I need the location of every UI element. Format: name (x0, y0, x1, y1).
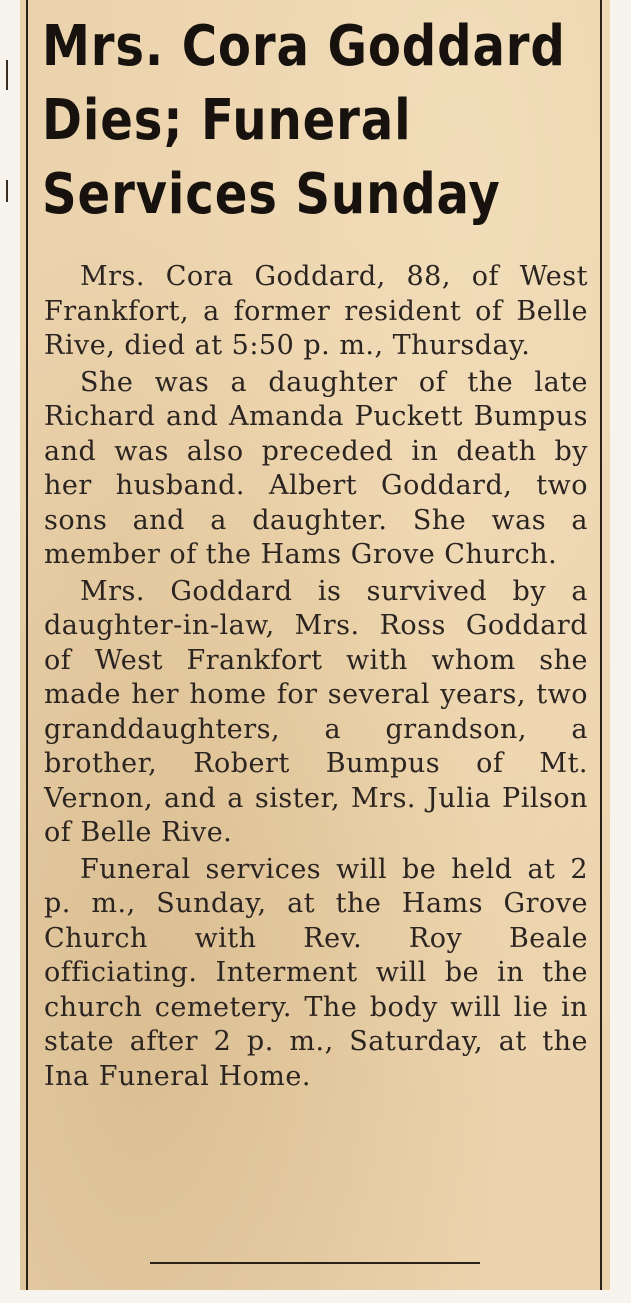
headline-line: Services Sunday (42, 162, 501, 227)
obituary-headline (42, 10, 566, 232)
obituary-body (44, 260, 588, 1096)
paragraph-funeral-services: Funeral services will be held at 2 p. m., Sunday, at the Hams Grove Church with Rev. Roy Beale officiating. Interment will be in the church cemetery. The body will lie in state after 2 p. m., Saturday, at the Ina Funeral Home. (44, 853, 588, 1092)
clipping-edge-mark (6, 60, 8, 90)
paragraph-family-history: She was a daughter of the late Richard and Amanda Puckett Bumpus and was also preceded in death by her husband. Albert Goddard, two sons and a daughter. She was a member of the Hams Grove Church. (44, 366, 588, 570)
article-end-rule (150, 1262, 480, 1264)
column-rule-right (600, 0, 602, 1290)
headline-line: Dies; Funeral (42, 88, 412, 153)
clipping-edge-mark (6, 180, 8, 202)
paragraph-death-notice: Mrs. Cora Goddard, 88, of West Frankfort, a former resident of Belle Rive, died at 5:50 p. m., Thursday. (44, 261, 588, 361)
headline-line: Mrs. Cora Goddard (42, 14, 566, 79)
column-rule-left (26, 0, 28, 1290)
paragraph-survivors: Mrs. Goddard is survived by a daughter-in-law, Mrs. Ross Goddard of West Frankfort with whom she made her home for several years, two granddaughters, a grandson, a brother, Robert Bumpus of Mt. Vernon, and a sister, Mrs. Julia Pilson of Belle Rive. (44, 575, 588, 848)
